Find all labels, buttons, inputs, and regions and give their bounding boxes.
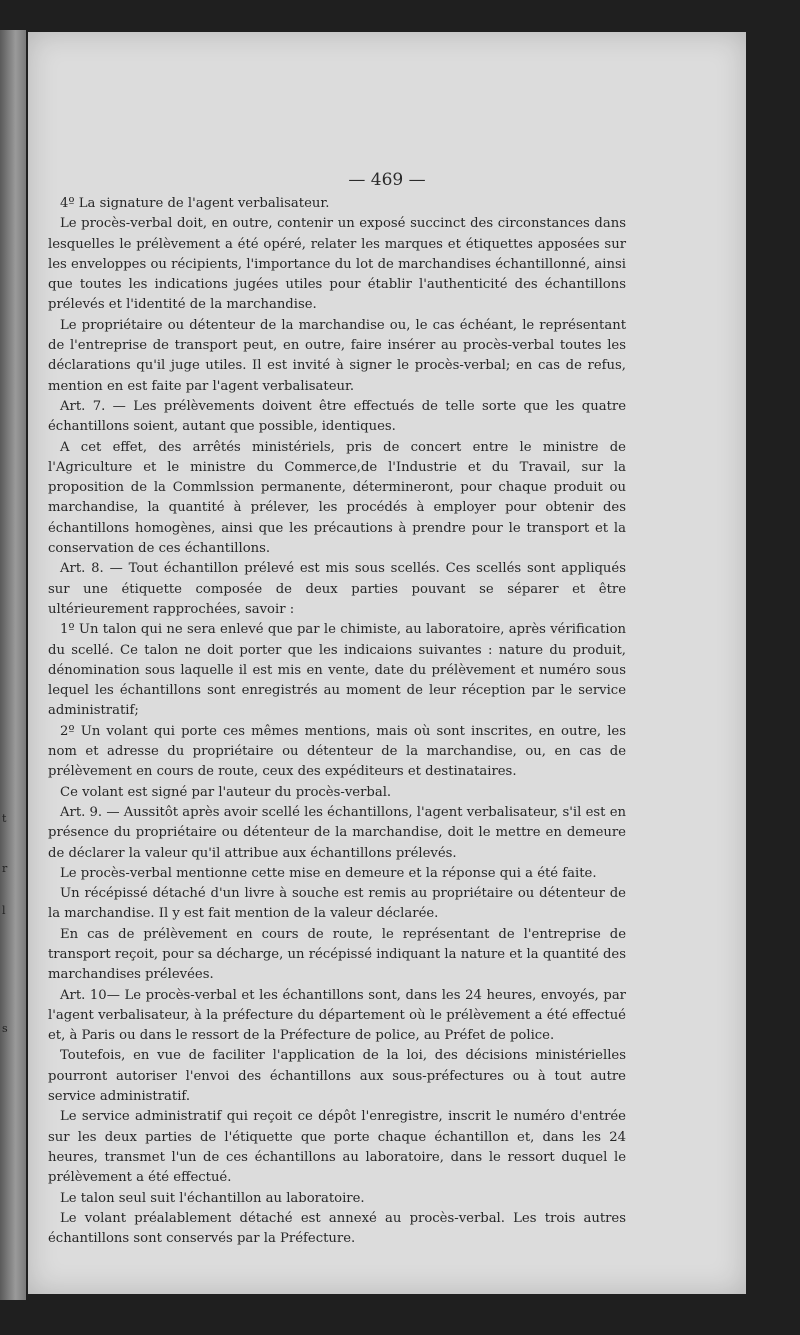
paragraph: Art. 8. — Tout échantillon prélevé est mis sous scellés. Ces scellés sont appliqués sur une étiquette composée de deux parties pouvant se séparer et être ultérieurement rapprochées, savoir : — [48, 561, 626, 617]
paragraph: 1º Un talon qui ne sera enlevé que par le chimiste, au laboratoire, après vérification du scellé. Ce talon ne doit porter que les indicaions suivantes : nature du produit, dénomination sous laquelle il est mis en vente, date du prélèvement et numéro sous lequel les échantillons sont enregistrés au moment de leur réception par le service administratif; — [48, 622, 626, 719]
paragraph: Le propriétaire ou détenteur de la marchandise ou, le cas échéant, le représentant de l'entreprise de transport peut, en outre, faire insérer au procès-verbal toutes les déclarations qu'il juge utiles. Il est invité à signer le procès-verbal; en cas de refus, mention en est faite par l'agent verbalisateur. — [48, 317, 626, 394]
margin-mark: t — [2, 812, 7, 825]
page-number: — 469 — — [348, 170, 426, 190]
paragraph: 4º La signature de l'agent verbalisateur. — [60, 196, 330, 211]
paragraph: Ce volant est signé par l'auteur du procès-verbal. — [60, 784, 392, 800]
paragraph: Art. 10— Le procès-verbal et les échantillons sont, dans les 24 heures, envoyés, par l'agent verbalisateur, à la préfecture du département où le prélèvement a été effectué et, à Paris ou dans le ressort de la Préfecture de police, au Préfet de police. — [48, 987, 626, 1044]
paragraph: Art. 9. — Aussitôt après avoir scellé les échantillons, l'agent verbalisateur, s'il est en présence du propriétaire ou détenteur de la marchandise, doit le mettre en demeure de déclarer la valeur qu'il attribue aux échantillons prélevés. — [48, 804, 626, 861]
paragraph: 2º Un volant qui porte ces mêmes mentions, mais où sont inscrites, en outre, les nom et adresse du propriétaire ou détenteur de la marchandise, ou, en cas de prélèvement en cours de route, ceux des expéditeurs et destinataires. — [48, 723, 626, 780]
paragraph: Le procès-verbal mentionne cette mise en demeure et la réponse qui a été faite. — [60, 865, 597, 881]
margin-mark: r — [2, 862, 8, 875]
paragraph: A cet effet, des arrêtés ministériels, pris de concert entre le ministre de l'Agriculture et le ministre du Commerce,de l'Industrie et du Travail, sur la proposition de la Commlssion permanente, détermineront, pour chaque produit ou marchandise, la quantité à prélever, les procédés à employer pour obtenir des échantillons homogènes, ainsi que les précautions à prendre pour le transport et la conservation de ces échantillons. — [48, 439, 626, 557]
paragraph: Art. 7. — Les prélèvements doivent être effectués de telle sorte que les quatre échantillons soient, autant que possible, identiques. — [48, 398, 626, 435]
margin-mark: l — [2, 904, 6, 917]
body-text — [48, 194, 626, 1249]
facing-page-marks — [0, 0, 26, 1335]
margin-mark: s — [2, 1022, 8, 1035]
paragraph: Le procès-verbal doit, en outre, contenir un exposé succinct des circonstances dans lesquelles le prélèvement a été opéré, relater les marques et étiquettes apposées sur les enveloppes ou récipients, l'importance du lot de marchandises échantillonné, ainsi que toutes les indications jugées utiles pour établir l'authenticité des échantillons prélevés et l'identité de la marchandise. — [48, 216, 626, 313]
paragraph: Le service administratif qui reçoit ce dépôt l'enregistre, inscrit le numéro d'entrée sur les deux parties de l'étiquette que porte chaque échantillon et, dans les 24 heures, transmet l'un de ces échantillons au laboratoire, dans le ressort duquel le prélèvement a été effectué. — [48, 1109, 626, 1186]
paragraph: Le volant préalablement détaché est annexé au procès-verbal. Les trois autres échantillons sont conservés par la Préfecture. — [48, 1210, 626, 1247]
paragraph: Toutefois, en vue de faciliter l'application de la loi, des décisions ministérielles pourront autoriser l'envoi des échantillons aux sous-préfectures ou à tout autre service administratif. — [48, 1048, 626, 1105]
document-page — [28, 32, 746, 1294]
paragraph: En cas de prélèvement en cours de route, le représentant de l'entreprise de transport reçoit, pour sa décharge, un récépissé indiquant la nature et la quantité des marchandises prélevées. — [48, 926, 626, 983]
paragraph: Un récépissé détaché d'un livre à souche est remis au propriétaire ou détenteur de la marchandise. Il y est fait mention de la valeur déclarée. — [48, 886, 626, 922]
paragraph: Le talon seul suit l'échantillon au laboratoire. — [60, 1190, 365, 1206]
